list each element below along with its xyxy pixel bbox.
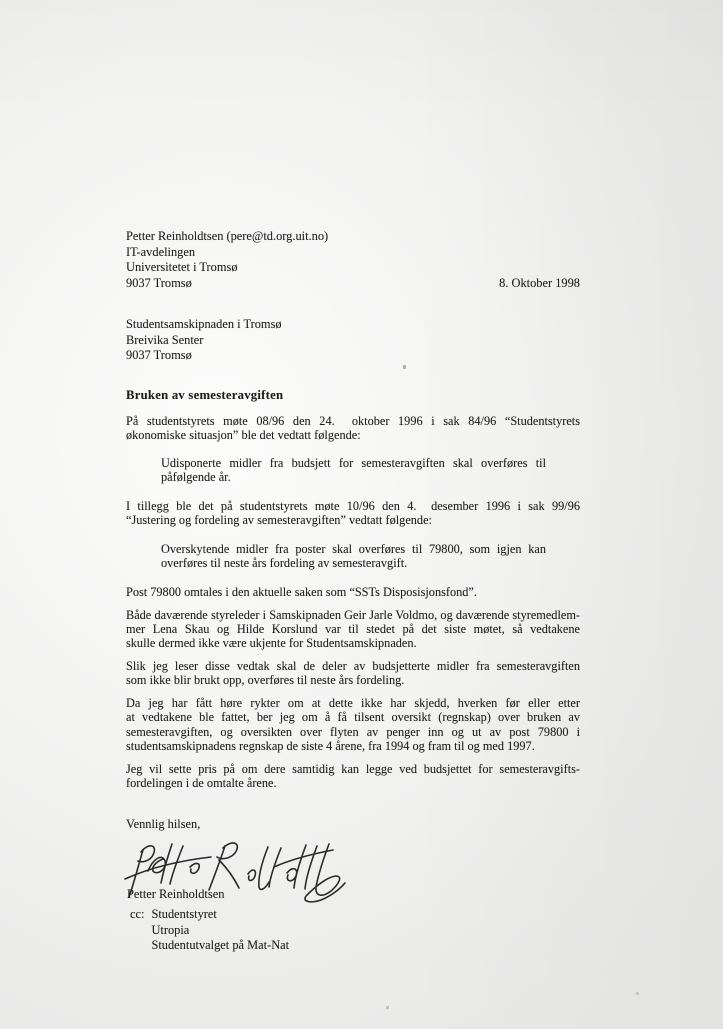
body-paragraph (126, 659, 580, 687)
text-line: Både daværende styreleder i Samskipnaden Geir Jarle Voldmo, og daværende styremedlem- (126, 607, 580, 622)
body-paragraph (126, 608, 580, 650)
letter-body (126, 414, 580, 799)
text-line: Post 79800 omtales i den aktuelle saken som “SSTs Disposisjonsfond”. (126, 584, 477, 599)
recipient-address (126, 317, 282, 364)
body-paragraph (126, 414, 580, 442)
text-line: “Justering og fordeling av semesteravgiften” vedtatt følgende: (126, 513, 432, 528)
text-line: Jeg vil sette pris på om dere samtidig kan legge ved budsjettet for semesteravgifts- (126, 761, 580, 776)
cc-item: Studentutvalget på Mat-Nat (151, 938, 290, 953)
text-line: Universitetet i Tromsø (126, 260, 238, 275)
cc-label: cc: (130, 907, 145, 921)
scan-speck (403, 365, 406, 369)
block-quote (161, 542, 546, 570)
letter-date: 8. Oktober 1998 (499, 276, 580, 290)
closing-phrase: Vennlig hilsen, (126, 817, 201, 831)
text-line: 9037 Tromsø (126, 276, 192, 291)
text-line: 9037 Tromsø (126, 348, 192, 363)
text-line: mer Lena Skau og Hilde Korslund var til stedet på det siste møtet, så vedtakene (126, 621, 580, 636)
text-line: Slik jeg leser disse vedtak skal de deler av budsjetterte midler fra semesteravgiften (126, 659, 580, 674)
scan-speck (636, 992, 639, 995)
text-line: Petter Reinholdtsen (pere@td.org.uit.no) (126, 229, 329, 243)
body-paragraph (126, 696, 580, 752)
cc-block (130, 907, 289, 954)
text-line: I tillegg ble det på studentstyrets møte 10/96 den 4. desember 1996 i sak 99/96 (126, 499, 580, 514)
body-paragraph (126, 585, 580, 599)
text-line: semesteravgiften, og oversikten over flyten av penger inn og ut av post 79800 i (126, 724, 580, 739)
text-line: studentsamskipnadens regnskap de siste 4 årene, fra 1994 og fram til og med 1997. (126, 738, 535, 753)
text-line: skulle dermed ikke være ukjente for Studentsamskipnaden. (126, 636, 417, 651)
text-line: som ikke blir brukt opp, overføres til neste års fordeling. (126, 673, 405, 688)
text-line: overføres til neste års fordeling av semesteravgift. (161, 555, 408, 570)
text-line: økonomiske situasjon” ble det vedtatt følgende: (126, 428, 361, 443)
cc-item: Studentstyret (151, 907, 217, 921)
text-line: Studentsamskipnaden i Tromsø (126, 317, 282, 331)
cc-items (151, 907, 289, 954)
text-line: Udisponerte midler fra budsjett for semesteravgiften skal overføres til (161, 456, 546, 471)
text-line: På studentstyrets møte 08/96 den 24. oktober 1996 i sak 84/96 “Studentstyrets (126, 414, 580, 428)
subject-line: Bruken av semesteravgiften (126, 388, 284, 402)
text-line: Overskytende midler fra poster skal overføres til 79800, som igjen kan (161, 541, 546, 556)
cc-item: Utropia (151, 922, 190, 937)
text-line: påfølgende år. (161, 470, 231, 485)
body-paragraph (126, 762, 580, 790)
text-line: at vedtakene ble fattet, ber jeg om å få tilsent oversikt (regnskap) over bruken av (126, 710, 580, 725)
body-paragraph (126, 499, 580, 527)
text-line: Breivika Senter (126, 332, 204, 347)
text-line: fordelingen i de omtalte årene. (126, 775, 277, 790)
signer-name: Petter Reinholdtsen (127, 887, 225, 901)
text-line: IT-avdelingen (126, 244, 196, 259)
block-quote (161, 456, 546, 484)
scan-speck (386, 1006, 389, 1009)
text-line: Da jeg har fått høre rykter om at dette ikke har skjedd, hverken før eller etter (126, 696, 580, 711)
